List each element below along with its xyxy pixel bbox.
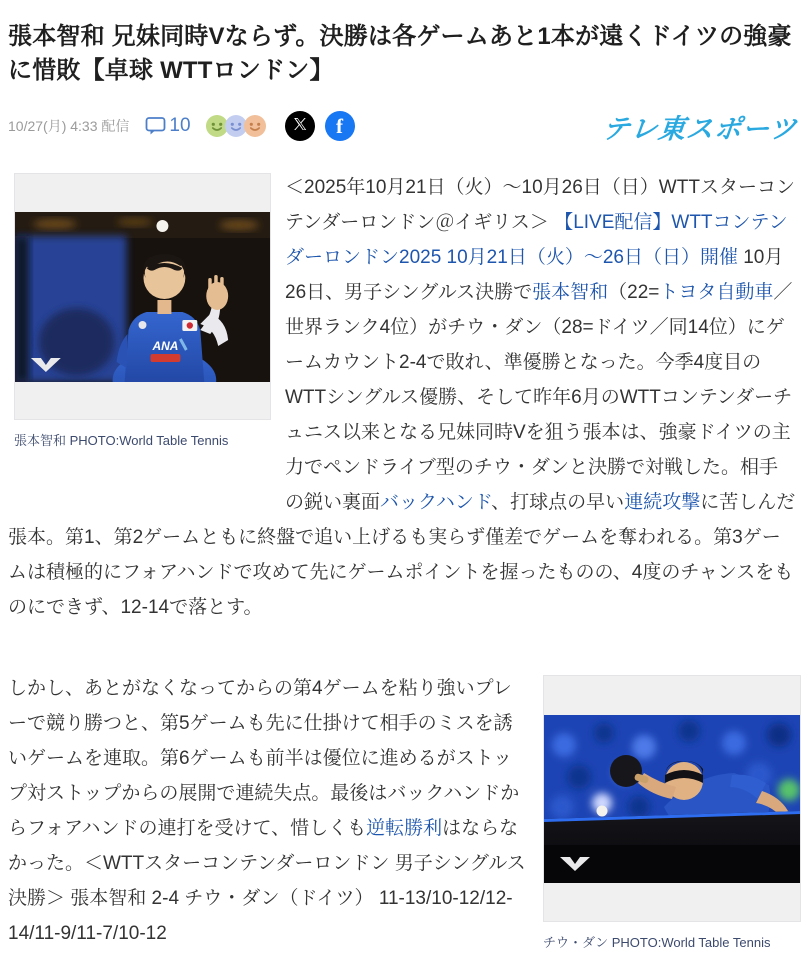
- text-segment: 10月26日、男子シングルス決勝で: [285, 247, 784, 304]
- photo-caption-harimoto: 張本智和 PHOTO:World Table Tennis: [14, 433, 229, 449]
- reaction-emojis[interactable]: [205, 114, 267, 138]
- inline-link[interactable]: 連続攻撃: [624, 492, 701, 514]
- text-segment: （22=: [608, 282, 660, 304]
- smiley-orange-icon: [243, 114, 267, 138]
- text-segment: に苦しんだ張本。第1、第2ゲームともに終盤で追い上げるも実らず僅差でゲームを奪われる。第3ゲームは積極的にフォアハンドで攻めて先にゲームポイントを握ったものの、4度のチャンスをものにできず、12-14で落とす。: [8, 492, 796, 619]
- text-segment: ／世界ランク4位）がチウ・ダン（28=ドイツ／同14位）にゲームカウント2-4で敗れ、準優勝となった。今季4度目のWTTシングルス優勝、そして昨年6月のWTTコンテンダーチュニス以来となる兄妹同時Vを狙う張本は、強豪ドイツの主力でペンドライブ型のチウ・ダンと決勝で対戦した。相手の鋭い裏面: [285, 282, 793, 514]
- svg-text:ANA: ANA: [152, 338, 179, 353]
- share-x-button[interactable]: [285, 111, 315, 141]
- inline-link[interactable]: 逆転勝利: [366, 818, 443, 840]
- facebook-logo-icon: f: [336, 113, 344, 138]
- paragraph-block-1: [8, 170, 797, 625]
- inline-link[interactable]: トヨタ自動車: [659, 282, 774, 304]
- x-logo-icon: [292, 116, 308, 137]
- comment-count-button[interactable]: [145, 115, 190, 137]
- photo-caption-qiu-dang: チウ・ダン PHOTO:World Table Tennis: [543, 935, 771, 951]
- inline-link[interactable]: 【LIVE配信】WTTコンテンダーロンドン2025 10月21日（火）～26日（日）開催: [285, 212, 788, 269]
- photo-qiu-dang: [543, 675, 801, 951]
- comment-bubble-icon: [145, 116, 166, 136]
- text-segment: ＜2025年10月21日（火）～10月26日（日）WTTスターコンテンダーロンドン＠イギリス＞: [285, 177, 795, 234]
- comment-count: 10: [169, 115, 191, 137]
- paragraph-block-2: [8, 671, 797, 961]
- meta-row: [8, 110, 797, 142]
- photo-qiu-dang-image[interactable]: [543, 675, 801, 922]
- text-segment: はならなかった。＜WTTスターコンテンダーロンドン 男子シングルス決勝＞ 張本智和 2-4 チウ・ダン（ドイツ） 11-13/10-12/12-14/11-9/11-7/10-12: [8, 818, 526, 945]
- photo-harimoto: [14, 173, 271, 449]
- publisher-logo[interactable]: テレ東スポーツ: [600, 113, 799, 144]
- article-title: 張本智和 兄妹同時Vならず。決勝は各ゲームあと1本が遠くドイツの強豪に惜敗【卓球 WTTロンドン】: [8, 23, 792, 85]
- inline-link[interactable]: 張本智和: [532, 282, 609, 304]
- share-facebook-button[interactable]: [325, 111, 355, 141]
- article-body: [8, 170, 797, 961]
- text-segment: しかし、あとがなくなってからの第4ゲームを粘り強いプレーで競り勝つと、第5ゲームも先に仕掛けて相手のミスを誘いゲームを連取。第6ゲームも前半は優位に進めるがストップ対ストップからの展開で連続失点。最後はバックハンドからフォアハンドの連打を受けて、惜しくも: [8, 678, 520, 840]
- photo-harimoto-image[interactable]: [14, 173, 271, 420]
- inline-link[interactable]: バックハンド: [380, 492, 492, 514]
- publish-date: 10/27(月) 4:33 配信: [8, 118, 130, 135]
- text-segment: 、打球点の早い: [491, 492, 625, 514]
